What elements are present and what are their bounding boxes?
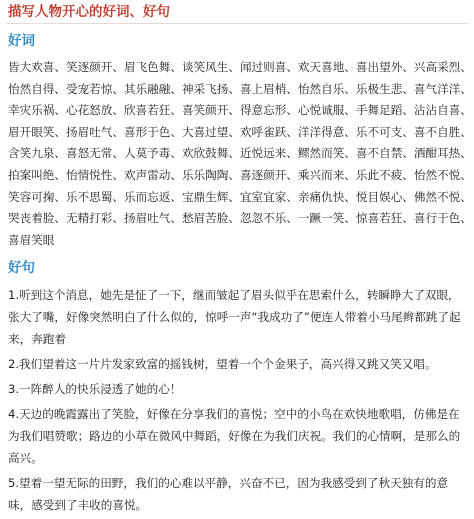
word-item: 欢天喜地、 (297, 60, 356, 74)
words-heading: 好词 (8, 33, 35, 49)
word-item: 谈笑风生、 (181, 60, 240, 74)
word-row (6, 100, 472, 122)
word-item: 欢声雷动、 (123, 167, 182, 182)
sentence-item: 4.天边的晚霞露出了笑脸，好像在分享我们的喜悦；空中的小鸟在欢快地歌唱，仿佛是在为我们唱赞歌；路边的小草在微风中舞蹈，好像在为我们庆祝。我们的心情啊，是那么的高兴。 (8, 407, 461, 466)
word-item: 闻过则喜、 (239, 60, 298, 74)
word-item: 愁眉苦脸、 (181, 211, 240, 226)
word-item: 乐而忘返、 (123, 189, 182, 204)
word-item: 喜上眉梢、 (239, 81, 298, 96)
sentence-item: 2.我们望着这一片片发家致富的摇钱树，望着一个个金果子，高兴得又跳又笑又唱。 (8, 357, 437, 372)
word-item: 其乐融融、 (123, 81, 182, 96)
word-item: 亲痛仇快、 (297, 189, 356, 204)
word-row (6, 187, 472, 209)
page-title: 描写人物开心的好词、好句 (6, 2, 468, 24)
word-item: 近悦远来、 (239, 146, 298, 161)
word-item: 欣喜若狂、 (123, 103, 182, 118)
sentence-item: 3.一阵醉人的快乐浸透了她的心！ (8, 382, 182, 397)
word-item: 兴高采烈、 (413, 60, 472, 74)
word-item: 沾沾自喜、 (413, 103, 472, 118)
word-item: 乐不思蜀、 (65, 189, 124, 204)
word-item: 一蹶一笑、 (297, 211, 356, 226)
word-row (6, 143, 472, 165)
word-item: 喜出望外、 (355, 60, 414, 74)
word-item: 乐极生悲、 (355, 81, 414, 96)
word-item: 心悦诚服、 (297, 103, 356, 118)
word-item: 乐不可支、 (355, 124, 414, 139)
word-item: 宜室宜家、 (239, 189, 298, 204)
word-item: 笑容可掬、 (8, 189, 66, 204)
word-item: 笑逐颜开、 (65, 60, 124, 74)
word-item: 佛然不悦、 (413, 189, 472, 204)
word-item: 含笑九泉、 (8, 146, 66, 161)
word-item: 喜眉笑眼 (8, 232, 55, 247)
word-item: 乐乐陶陶、 (181, 167, 240, 182)
word-item: 喜不自禁、 (355, 146, 414, 161)
word-item: 喜怒无常、 (65, 146, 124, 161)
word-item: 怡情悦性、 (65, 167, 124, 182)
word-row (6, 230, 468, 252)
word-item: 鳏然而笑、 (297, 146, 356, 161)
word-item: 眉飞色舞、 (123, 60, 182, 74)
word-item: 欢欣鼓舞、 (181, 146, 240, 161)
word-item: 乐此不疲、 (355, 167, 414, 182)
word-item: 乘兴而来、 (297, 167, 356, 182)
word-item: 哭丧着脸、 (8, 211, 66, 226)
word-row (6, 165, 472, 187)
word-item: 眉开眼笑、 (8, 124, 66, 139)
word-row (6, 57, 472, 79)
word-item: 扬眉吐气、 (123, 211, 182, 226)
word-item: 欢呼雀跃、 (239, 124, 298, 139)
word-item: 怡然自得、 (8, 81, 66, 96)
word-item: 扬眉吐气、 (65, 124, 124, 139)
word-item: 喜笑颜开、 (181, 103, 240, 118)
word-item: 无精打彩、 (65, 211, 124, 226)
sentence-item: 5.望着一望无际的田野，我们的心难以平静，兴奋不已，因为我感受到了秋天独有的意味，感受到了丰收的喜悦。 (8, 476, 449, 513)
word-item: 怡然自乐、 (297, 81, 356, 96)
word-item: 皆大欢喜、 (8, 60, 66, 74)
word-item: 惊喜若狂、 (355, 211, 414, 226)
word-list (6, 57, 472, 251)
word-item: 幸灾乐祸、 (8, 103, 66, 118)
word-item: 手舞足蹈、 (355, 103, 414, 118)
word-item: 神采飞扬、 (181, 81, 240, 96)
word-item: 宝鼎生辉、 (181, 189, 240, 204)
word-row (6, 208, 472, 230)
word-item: 喜气洋洋、 (413, 81, 472, 96)
word-item: 怡然不悦、 (413, 167, 472, 182)
word-item: 大喜过望、 (181, 124, 240, 139)
word-item: 酒酣耳热、 (413, 146, 472, 161)
word-item: 拍案叫绝、 (8, 167, 66, 182)
word-item: 洋洋得意、 (297, 124, 356, 139)
word-item: 喜不自胜、 (413, 124, 472, 139)
word-item: 心花怒放、 (65, 103, 124, 118)
word-item: 喜逐颜开、 (239, 167, 298, 182)
word-item: 喜行于色、 (413, 211, 472, 226)
word-item: 悦目娱心、 (355, 189, 414, 204)
word-item: 忽忽不乐、 (239, 211, 298, 226)
word-row (6, 122, 472, 144)
sentences-heading: 好句 (8, 260, 35, 277)
word-item: 得意忘形、 (239, 103, 298, 118)
word-item: 喜形于色、 (123, 124, 182, 139)
word-item: 人莫予毒、 (123, 146, 182, 161)
word-row (6, 79, 472, 101)
word-item: 受宠若惊、 (65, 81, 124, 96)
sentence-list (6, 284, 468, 516)
sentence-item: 1.听到这个消息，她先是怔了一下，继而皱起了眉头似乎在思索什么，转瞬睁大了双眼，张大了嘴，好像突然明白了什么似的，惊呼一声“我成功了”便连人带着小马尾辫都跳了起来，奔跑着 (8, 288, 461, 347)
